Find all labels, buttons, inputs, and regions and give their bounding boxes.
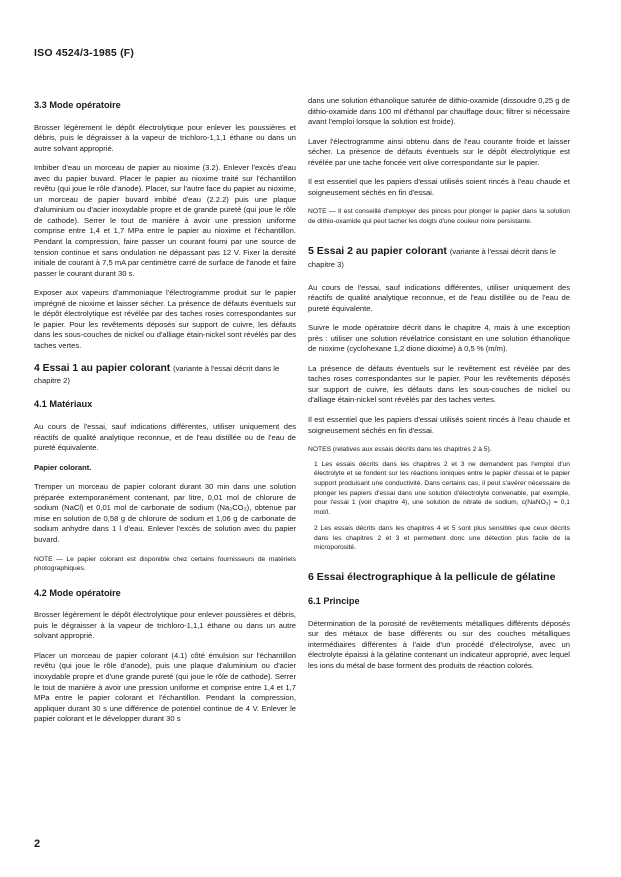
left-column [34,100,296,734]
paragraph: Détermination de la porosité de revêtements métalliques différents déposés sur des métaux de base différents ou sur des couches métalliques intermédiaires différentes à l'aide d'un procédé d'électrolyse, avec un électrolyte épaissi à la gélatine contenant un indicateur approprié, avec lequel les ions du métal de base forment des produits de réaction colorés. [308,618,570,670]
notes-title: NOTES (relatives aux essais décrits dans les chapitres 2 à 5). [308,446,492,454]
paragraph: Laver l'électrogramme ainsi obtenu dans de l'eau courante froide et laisser sécher. La présence de défauts éventuels sur le dépôt électrolytique est révélée par une tache foncée vert olive correspondante sur le papier. [308,136,570,167]
standard-header: ISO 4524/3-1985 (F) [34,47,135,59]
note-item: 1 Les essais décrits dans les chapitres 2 et 3 ne demandent pas l'emploi d'un électrolyte et se fondent sur les réactions ioniques entre le papier d'essai et le papier support produisant une conductivité. Dans certains cas, il peut s'avérer nécessaire de plonger les papiers d'essai dans une solution d'électrolyte convenable, par exemple, pour l'essai 1 (voir chapitre 4), une solution de nitrate de sodium, c(NaNO₃) = 0,1 mol/l. [314,460,570,516]
paragraph: Il est essentiel que les papiers d'essai utilisés soient rincés à l'eau chaude et soigneusement séchés en fin d'essai. [308,177,570,197]
paragraph: Imbiber d'eau un morceau de papier au nioxime (3.2). Enlever l'excès d'eau avec du papier buvard. Placer le papier au nioxime traité sur l'échantillon revêtu (qui joue le rôle d'anode). Placer, sur l'autre face du papier au nioxime, un morceau de papier buvard imbibé d'eau (2.2.2) puis une plaque d'aluminium ou d'acier inoxydable propre et de grande pureté (qui joue le rôle de cathode). Serrer le tout de manière à avoir une pression uniforme comprise entre 1,4 et 1,7 MPa entre le papier au nioxime et l'échantillon. Pendant la compression, faire passer un courant fourni par une source de tension continue et sans ondulation ne dépassant pas 12 V. Fixer la densité initiale de courant à 7,5 mA par centimètre carré de surface de l'anode et faire passer le courant durant 30 s. [34,163,296,278]
paragraph: Exposer aux vapeurs d'ammoniaque l'électrogramme produit sur le papier imprégné de nioxime et laisser sécher. La présence de défauts éventuels sur le dépôt électrolytique est révélée par des taches roses correspondantes sur le papier. Pour les revêtements déposés sur support de cuivre, les défauts dans les sous-couches de nickel ou d'alliage étain-nickel sont révélés par des taches vertes. [34,288,296,350]
page-number: 2 [34,838,41,850]
paragraph: Placer un morceau de papier colorant (4.1) côté émulsion sur l'échantillon revêtu (qui joue le rôle d'anode), puis une plaque d'aluminium ou d'acier inoxydable propre et d'une grande pureté (qui joue le rôle de cathode). Serrer le tout de manière à avoir une pression uniforme et comprise entre 1,4 et 1,7 MPa entre le papier colorant et l'échantillon. Pendant la compression, appliquer durant 30 s une différence de potentiel continue de 4 V. Enlever le papier colorant et le développer durant 30 s [34,650,296,724]
right-column [308,96,570,680]
section-6-heading: 6 Essai électrographique à la pellicule de gélatine [308,571,556,584]
paragraph: Suivre le mode opératoire décrit dans le chapitre 4, mais à une exception près : utiliser une solution révélatrice consistant en une solution éthanolique de nioxime (cyclohexane 1,2 dione dioxime) à 0,5 % (m/m). [308,323,570,354]
section-4-subtitle: (variante à l'essai décrit dans le chapitre 2) [34,364,280,386]
paragraph: La présence de défauts éventuels sur le revêtement est révélée par des taches roses correspondantes sur le papier. Pour les revêtements déposés sur support de cuivre, les défauts dans les sous-couches de nickel ou d'alliage étain-nickel sont révélés par des taches vertes. [308,363,570,405]
section-4-2-heading: 4.2 Mode opératoire [34,587,121,598]
section-5-heading [308,245,570,271]
section-5-title: 5 Essai 2 au papier colorant [308,244,447,257]
note: NOTE — Il est conseillé d'employer des pinces pour plonger le papier dans la solution de dithio-oxamide qui peut tacher les doigts d'une couleur noire persistante. [308,208,570,225]
paragraph: Tremper un morceau de papier colorant durant 30 min dans une solution préparée extemporanément contenant, par litre, 0,01 mol de chlorure de sodium (NaCl) et 0,01 mol de carbonate de sodium (Na₂CO₃), obtenue par mise en solution de 0,58 g de chlorure de sodium et 1,06 g de carbonate de sodium anhydre dans 1 l d'eau. Enlever l'excès de solution avec du papier buvard. [34,482,296,544]
note: NOTE — Le papier colorant est disponible chez certains fournisseurs de matériels photographiques. [34,555,296,573]
paragraph: Il est essentiel que les papiers d'essai utilisés soient rincés à l'eau chaude et soigneusement séchés en fin d'essai. [308,415,570,435]
section-4-title: 4 Essai 1 au papier colorant [34,363,171,375]
note-item: 2 Les essais décrits dans les chapitres 4 et 5 sont plus sensibles que ceux décrits dans les chapitres 2 et 3 et permettent donc une détection plus facile de la microporosité. [314,525,570,552]
section-5-subtitle: (variante à l'essai décrit dans le chapitre 3) [308,246,556,269]
paragraph: Au cours de l'essai, sauf indications différentes, utiliser uniquement des réactifs de qualité analytique reconnue, et de l'eau distillée ou de l'eau de pureté équivalente. [34,422,296,453]
section-4-heading [34,363,296,387]
paragraph: dans une solution éthanolique saturée de dithio-oxamide (dissoudre 0,25 g de dithio-oxamide dans 100 ml d'éthanol par chauffage doux; filtrer si nécessaire avant l'emploi lorsque la solution est froide). [308,96,570,127]
paragraph: Brosser légèrement le dépôt électrolytique pour enlever les poussières et débris, puis le dégraisser à la vapeur de trichloro-1,1,1 éthane ou dans un autre solvant approprié. [34,122,296,153]
section-6-1-heading: 6.1 Principe [308,596,360,607]
papier-colorant-heading: Papier colorant. [34,462,92,472]
section-4-1-heading: 4.1 Matériaux [34,399,93,410]
paragraph: Au cours de l'essai, sauf indications différentes, utiliser uniquement des réactifs de qualité analytique reconnue, et de l'eau distillée ou de l'eau de pureté équivalente. [308,282,570,313]
section-3-3-heading: 3.3 Mode opératoire [34,100,121,110]
paragraph: Brosser légèrement le dépôt électrolytique pour enlever poussières et débris, puis le dégraisser à la vapeur de trichloro-1,1,1 éthane ou dans un autre solvant approprié. [34,610,296,641]
